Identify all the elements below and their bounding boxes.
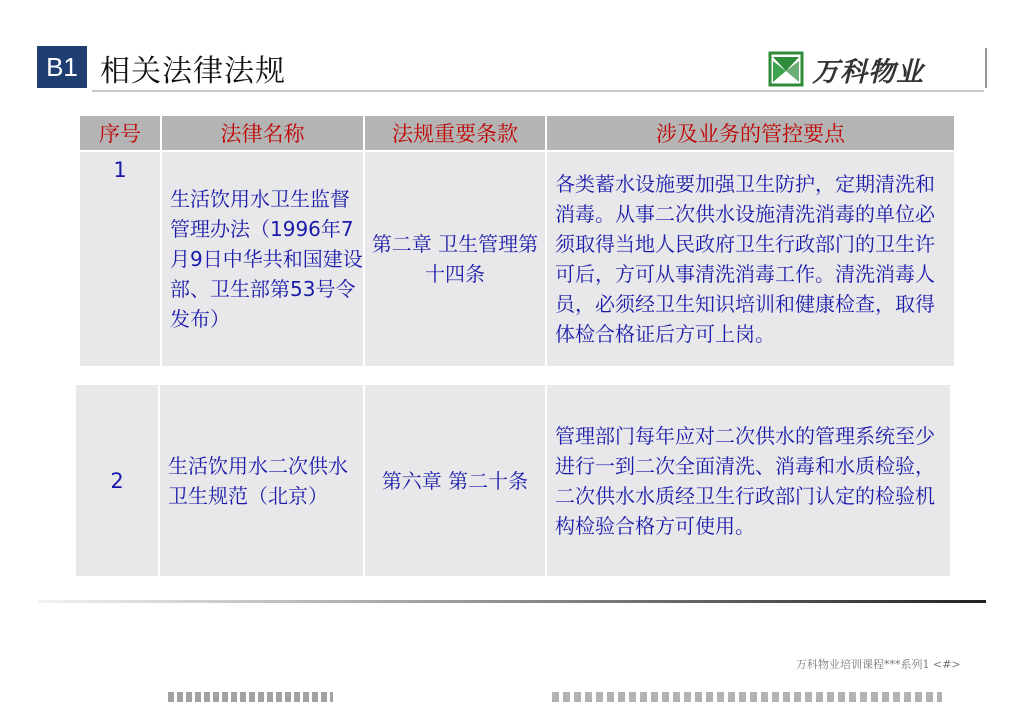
header-index: 序号 <box>79 115 161 151</box>
row-number: 1 <box>79 151 161 367</box>
table-header-row <box>79 115 955 151</box>
brand-logo <box>768 48 924 90</box>
law-table <box>78 114 956 368</box>
header-clause: 法规重要条款 <box>364 115 546 151</box>
header-divider <box>92 90 984 92</box>
header-control-points: 涉及业务的管控要点 <box>546 115 955 151</box>
law-table-continued <box>74 383 952 578</box>
bleed-through-text <box>168 692 333 702</box>
row-number: 2 <box>75 384 159 577</box>
footer-divider <box>38 600 986 603</box>
header-law-name: 法律名称 <box>161 115 364 151</box>
law-clause: 第二章 卫生管理第十四条 <box>364 151 546 367</box>
table-row <box>79 151 955 367</box>
control-points: 各类蓄水设施要加强卫生防护，定期清洗和消毒。从事二次供水设施清洗消毒的单位必须取得当地人民政府卫生行政部门的卫生许可后，方可从事清洗消毒工作。清洗消毒人员，必须经卫生知识培训和健康检查，取得体检合格证后方可上岗。 <box>546 151 955 367</box>
law-name: 生活饮用水二次供水卫生规范（北京） <box>159 384 364 577</box>
vanke-logo-icon <box>768 51 804 87</box>
logo-divider <box>985 48 987 88</box>
page-title: 相关法律法规 <box>100 54 286 89</box>
table-row <box>75 384 951 577</box>
law-clause: 第六章 第二十条 <box>364 384 546 577</box>
section-badge: B1 <box>37 46 87 88</box>
law-name: 生活饮用水卫生监督管理办法（1996年7月9日中华共和国建设部、卫生部第53号令发布） <box>161 151 364 367</box>
logo-text: 万科物业 <box>812 56 924 88</box>
control-points: 管理部门每年应对二次供水的管理系统至少进行一到二次全面清洗、消毒和水质检验，二次供水水质经卫生行政部门认定的检验机构检验合格方可使用。 <box>546 384 951 577</box>
footer-text: 万科物业培训课程***系列1 <#> <box>796 658 961 671</box>
bleed-through-text <box>552 692 942 702</box>
